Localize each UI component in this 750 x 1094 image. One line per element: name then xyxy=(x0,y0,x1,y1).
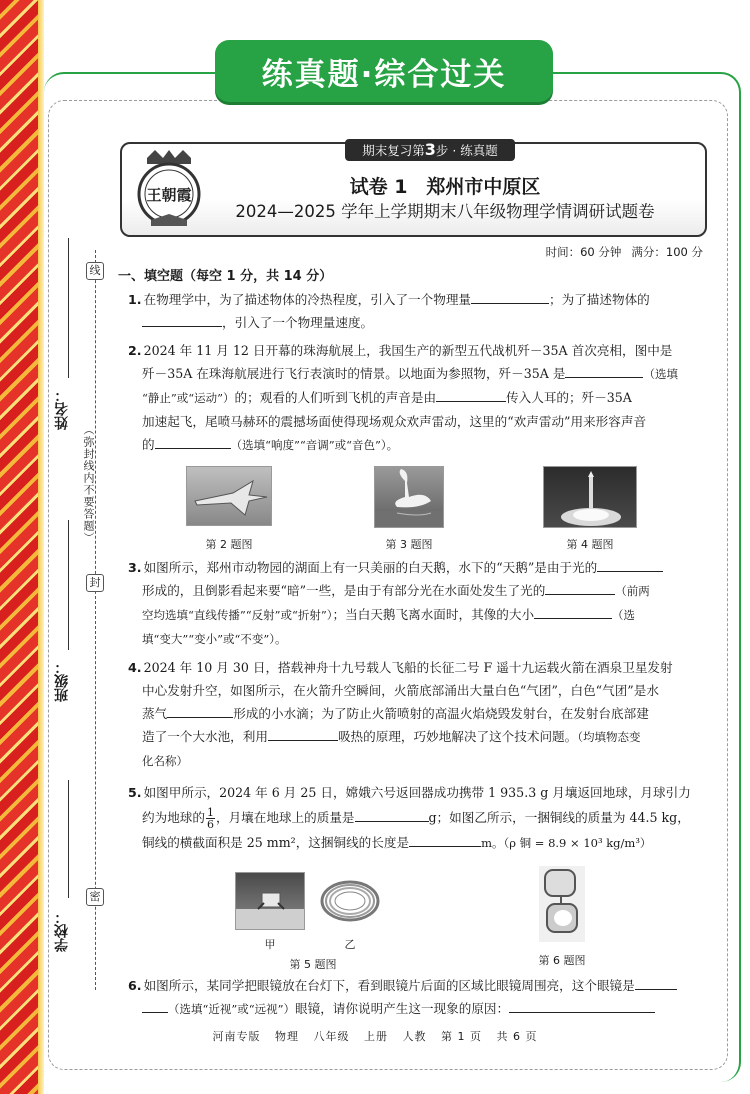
question-text: 形成的小水滴；为了防止火箭喷射的高温火焰烧毁发射台，在发射台底部建 xyxy=(233,706,649,721)
name-field-line xyxy=(68,238,69,378)
answer-blank[interactable] xyxy=(409,833,481,847)
school-field-line xyxy=(68,780,69,898)
answer-blank[interactable] xyxy=(167,704,233,718)
footer-page-number: 第 1 页 xyxy=(441,1030,482,1043)
fraction-numerator: 1 xyxy=(206,806,214,819)
footer-page-total: 共 6 页 xyxy=(496,1030,538,1043)
question-text: 如图所示，某同学把眼镜放在台灯下，看到眼镜片后面的区域比眼镜周围亮，这个眼镜是 xyxy=(143,978,635,993)
footer-subject: 物理 xyxy=(275,1030,299,1043)
answer-blank[interactable] xyxy=(155,435,231,449)
cut-char-seal: 封 xyxy=(86,574,104,592)
figure-label-jia: 甲 xyxy=(264,938,276,951)
question-hint: （前两 xyxy=(615,584,650,598)
banner-title: 练真题·综合过关 xyxy=(261,56,507,93)
footer-publisher: 人教 xyxy=(402,1030,427,1043)
seal-note: （弥封线内不要答题） xyxy=(82,424,95,544)
question-text: 如图所示，郑州市动物园的湖面上有一只美丽的白天鹅，水下的“天鹅”是由于光的 xyxy=(143,560,598,575)
paper-subtitle: 2024—2025 学年上学期期末八年级物理学情调研试题卷 xyxy=(235,202,655,221)
brand-seal-logo xyxy=(133,148,205,228)
question-number: 4. xyxy=(128,660,142,675)
jet-fighter-photo xyxy=(186,466,272,526)
answer-blank[interactable] xyxy=(268,727,338,741)
swan-photo xyxy=(374,466,444,528)
question-number: 6. xyxy=(128,978,142,993)
footer-volume: 上册 xyxy=(364,1030,388,1043)
question-hint: （选填“响度”“音调”或“音色”）。 xyxy=(230,438,399,452)
class-field-line xyxy=(68,520,69,650)
question-text: ；当白天鹅飞离水面时，其像的大小 xyxy=(332,607,535,622)
question-hint: （均填物态变 xyxy=(577,730,641,744)
question-1 xyxy=(128,288,710,334)
question-hint: “静止”或“运动”） xyxy=(142,391,235,405)
exam-meta xyxy=(536,244,703,260)
decorative-strip xyxy=(0,0,38,1094)
step-number: 3 xyxy=(424,140,436,159)
fraction-one-sixth xyxy=(206,807,215,830)
step-tag xyxy=(345,139,515,161)
answer-blank[interactable] xyxy=(509,999,655,1013)
answer-blank[interactable] xyxy=(565,364,643,378)
question-text: 2024 年 10 月 30 日，搭载神舟十九号载人飞船的长征二号 F 遥十九运载火箭在酒泉卫星发射 xyxy=(143,660,673,675)
question-text: 造了一个大水池，利用 xyxy=(142,729,268,744)
cut-char-secret: 密 xyxy=(86,888,104,906)
seal-text: 王朝霞 xyxy=(146,186,192,204)
question-text: 形成的，且倒影看起来要“暗”一些，是由于有部分光在水面处发生了光的 xyxy=(142,583,546,598)
answer-blank[interactable] xyxy=(635,976,677,990)
question-text: ，月壤在地球上的质量是 xyxy=(215,810,355,825)
seal-cut-line xyxy=(95,250,96,990)
question-4 xyxy=(128,656,710,773)
answer-blank[interactable] xyxy=(534,605,612,619)
question-number: 5. xyxy=(128,785,142,800)
moon-sample-photo xyxy=(235,872,305,930)
cut-char-line: 线 xyxy=(86,262,104,280)
question-text: m。（ρ 铜 = 8.9 × 10³ kg/m³） xyxy=(481,836,652,850)
glasses-photo xyxy=(539,866,585,942)
question-text: 约为地球的 xyxy=(142,810,205,825)
step-suffix: 步 · 练真题 xyxy=(435,143,498,158)
question-text: 眼镜，请你说明产生这一现象的原因： xyxy=(295,1001,510,1016)
figure-caption-5: 第 5 题图 xyxy=(289,958,337,971)
question-text: 加速起飞，尾喷马赫环的震撼场面使得现场观众欢声雷动，这里的“欢声雷动”用来形容声音 xyxy=(142,414,647,429)
question-2 xyxy=(128,339,710,457)
exam-time: 时间：60 分钟 xyxy=(545,245,622,259)
class-label: 班级： xyxy=(54,660,70,702)
answer-blank[interactable] xyxy=(142,999,168,1013)
footer-grade: 八年级 xyxy=(313,1030,350,1043)
school-label: 学校： xyxy=(54,910,70,952)
question-text: 铜线的横截面积是 25 mm²，这捆铜线的长度是 xyxy=(142,835,410,850)
question-hint: （选 xyxy=(612,608,636,622)
exam-score: 满分：100 分 xyxy=(631,245,703,259)
question-hint: 填“变大”“变小”或“不变”）。 xyxy=(142,632,287,646)
figure-caption-3: 第 3 题图 xyxy=(385,538,433,551)
answer-blank[interactable] xyxy=(597,558,663,572)
answer-blank[interactable] xyxy=(545,581,615,595)
answer-blank[interactable] xyxy=(471,290,549,304)
question-text: 如图甲所示，2024 年 6 月 25 日，嫦娥六号返回器成功携带 1 935.3 g 月壤返回地球，月球引力 xyxy=(143,785,691,800)
question-number: 1. xyxy=(128,292,142,307)
question-5 xyxy=(128,780,710,856)
figure-label-yi: 乙 xyxy=(344,938,356,951)
question-text: 歼－35A 在珠海航展进行飞行表演时的情景。以地面为参照物，歼－35A 是 xyxy=(142,366,566,381)
question-text: 在物理学中，为了描述物体的冷热程度，引入了一个物理量 xyxy=(143,292,471,307)
question-text: 2024 年 11 月 12 日开幕的珠海航展上，我国生产的新型五代战机歼－35A 首次亮相，图中是 xyxy=(143,343,673,358)
figure-caption-4: 第 4 题图 xyxy=(566,538,614,551)
question-text: 的；观看的人们听到飞机的声音是由 xyxy=(234,390,437,405)
step-prefix: 期末复习第 xyxy=(362,143,425,158)
copper-wire-coil-image xyxy=(318,876,382,926)
question-hint: （选填 xyxy=(643,367,678,381)
rocket-launch-photo xyxy=(543,466,637,528)
question-text: 吸热的原理，巧妙地解决了这个技术问题。 xyxy=(337,729,578,744)
question-text: ；为了描述物体的 xyxy=(549,292,650,307)
page-footer xyxy=(0,1028,750,1044)
question-text: 传入人耳的；歼－35A xyxy=(506,390,632,405)
question-3 xyxy=(128,556,710,651)
answer-blank[interactable] xyxy=(355,808,429,822)
question-hint: （选填“近视”或“远视”） xyxy=(168,1002,296,1016)
question-text: 的 xyxy=(142,437,155,452)
section-banner xyxy=(215,40,553,102)
paper-title: 试卷 1 郑州市中原区 xyxy=(349,176,541,198)
question-number: 3. xyxy=(128,560,142,575)
question-text: ，引入了一个物理量速度。 xyxy=(222,315,374,330)
name-label: 姓名： xyxy=(54,388,70,430)
question-text: g；如图乙所示，一捆铜线的质量为 44.5 kg， xyxy=(428,810,690,825)
question-hint: 化名称） xyxy=(142,754,188,768)
answer-blank[interactable] xyxy=(436,388,506,402)
figure-caption-6: 第 6 题图 xyxy=(538,954,586,967)
question-text: 中心发射升空，如图所示，在火箭升空瞬间，火箭底部涌出大量白色“气团”，白色“气团”是水 xyxy=(142,683,659,698)
section-title: 一、填空题（每空 1 分，共 14 分） xyxy=(118,269,333,284)
footer-edition: 河南专版 xyxy=(212,1030,261,1043)
question-text: 蒸气 xyxy=(142,706,168,721)
question-6 xyxy=(128,974,710,1021)
figure-caption-2: 第 2 题图 xyxy=(205,538,253,551)
question-hint: 空均选填“直线传播”“反射”或“折射”） xyxy=(142,608,333,622)
question-number: 2. xyxy=(128,343,142,358)
fraction-denominator: 6 xyxy=(206,818,214,831)
answer-blank[interactable] xyxy=(142,313,222,327)
